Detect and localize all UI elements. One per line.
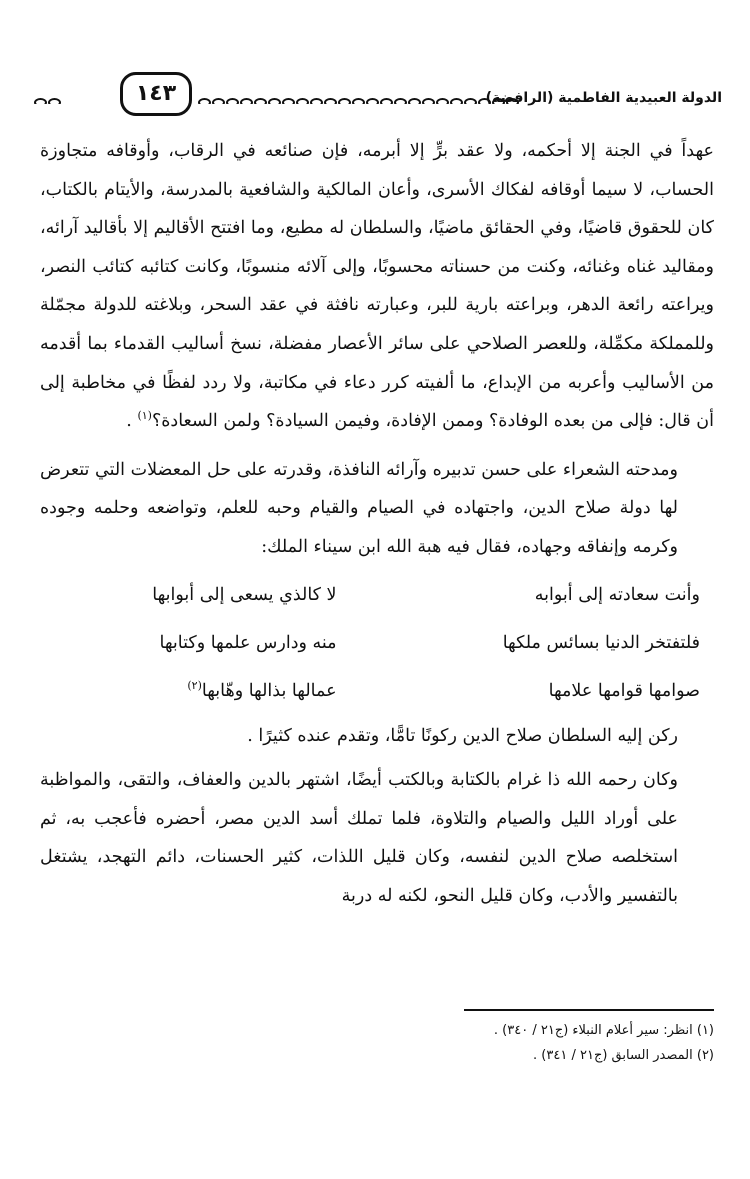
body-text [40, 132, 714, 916]
page-number: ١٤٣ [120, 72, 192, 116]
footnote-ref-2: (٢) [187, 678, 202, 692]
poem-verse [40, 571, 714, 619]
paragraph-2: ومدحته الشعراء على حسن تدبيره وآرائه النافذة، وقدرته على حل المعضلات التي تتعرض لها دولة صلاح الدين، واجتهاده في الصيام والقيام وحبه للعلم، وتواضعه وحلمه وجوده وكرمه وإنفاقه وجهاده، فقال فيه هبة الله ابن سيناء الملك: [40, 459, 678, 557]
poem-verse [40, 667, 714, 715]
header-title: الدولة العبيدية الفاطمية (الرافضة) [485, 90, 722, 106]
header-ornament-long [198, 92, 520, 104]
footnote-divider [464, 1009, 714, 1011]
verse-second-hemistich: منه ودارس علمها وكتابها [159, 632, 337, 653]
footnote-1: (١) انظر: سير أعلام النبلاء (ج٢١ / ٣٤٠) . [493, 1023, 714, 1038]
verse-first-hemistich: فلتفتخر الدنيا بسائس ملكها [502, 632, 700, 653]
poem [40, 571, 714, 715]
paragraph-1-text: عهداً في الجنة إلا أحكمه، ولا عقد برٍّ إلا أبرمه، فإن صنائعه في الرقاب، وأوقافه متجاوزة الحساب، لا سيما أوقافه لفكاك الأسرى، وأعان المالكية والشافعية بالمدرسة، والأيتام بالكتاب، كان للحقوق قاضيًا، وفي الحقائق ماضيًا، والسلطان له مطيع، وما افتتح الأقاليم إلا بأقاليد آرائه، ومقاليد غناه وغنائه، وكنت من حسناته محسوبًا، وإلى آلائه منسوبًا، وكانت كتائبه كتائب النصر، ويراعته رائعة الدهر، وبراعته بارية للبر، وعبارته نافثة في عقد السحر، وبلاغته للدولة مجمّلة وللمملكة مكمِّلة، وللعصر الصلاحي على سائر الأعصار مفضلة، نسخ أساليب القدماء بما أقدمه من الأساليب وأعربه من الإبداع، ما ألفيته كرر دعاء في مكاتبة، ولا ردد لفظًا في مخاطبة إلى أن قال: فإلى من بعده الوفادة؟ وممن الإفادة، وفيمن السيادة؟ ولمن السعادة؟ [40, 141, 714, 432]
paragraph-1 [40, 132, 714, 441]
paragraph-1-end: . [126, 411, 138, 432]
verse-second-hemistich: لا كالذي يسعى إلى أبوابها [152, 584, 337, 605]
verse-second-hemistich-text: عمالها بذالها وهّابها [201, 680, 337, 701]
header-ornament-short [34, 92, 66, 104]
footnote-2: (٢) المصدر السابق (ج٢١ / ٣٤١) . [533, 1048, 714, 1063]
paragraph-4: وكان رحمه الله ذا غرام بالكتابة وبالكتب أيضًا، اشتهر بالدين والعفاف، والتقى، والمواظبة على أوراد الليل والصيام والتلاوة، فلما تملك أسد الدين مصر، أحضره فأعجب به، ثم استخلصه صلاح الدين لنفسه، وكان قليل اللذات، كثير الحسنات، دائم التهجد، يشتغل بالتفسير والأدب، وكان قليل النحو، لكنه له دربة [40, 770, 678, 906]
verse-first-hemistich: صوامها قوامها علامها [548, 680, 700, 701]
poem-verse [40, 619, 714, 667]
running-header [28, 70, 722, 122]
footnote-ref-1: (١) [137, 409, 152, 423]
verse-first-hemistich: وأنت سعادته إلى أبوابه [534, 584, 700, 605]
paragraph-3: ركن إليه السلطان صلاح الدين ركونًا تامًّا، وتقدم عنده كثيرًا . [247, 725, 678, 746]
verse-second-hemistich [40, 667, 337, 715]
footnotes [214, 1018, 714, 1068]
